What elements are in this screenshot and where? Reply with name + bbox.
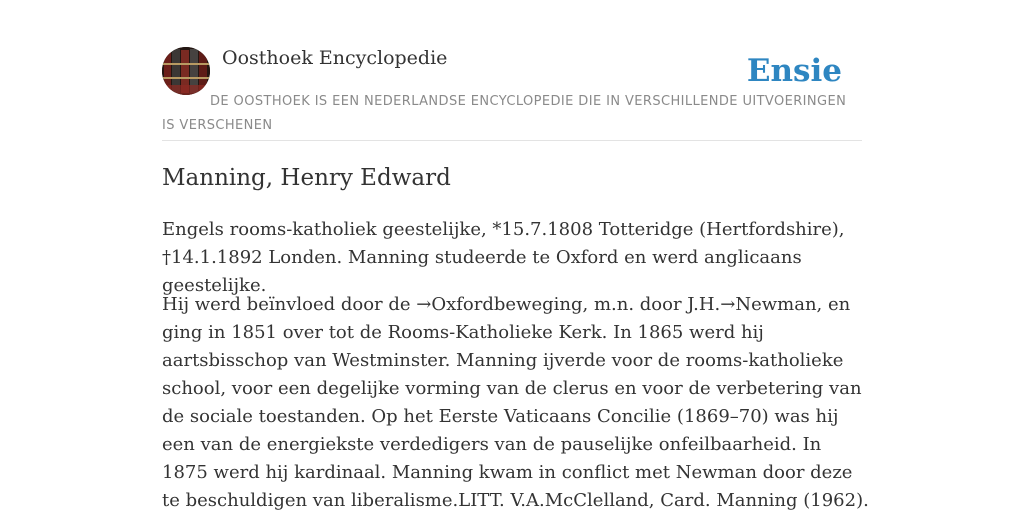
book-spines-icon <box>162 47 210 95</box>
site-tagline: DE OOSTHOEK IS EEN NEDERLANDSE ENCYCLOPEDIE DIE IN VERSCHILLENDE UITVOERINGEN IS VERSCHENEN <box>162 94 847 133</box>
article-paragraph: Engels rooms-katholiek geestelijke, *15.7.1808 Totteridge (Hertfordshire), †14.1.1892 Londen. Manning studeerde te Oxford en werd anglicaans geestelijke. <box>162 219 845 296</box>
article-title: Manning, Henry Edward <box>162 165 451 191</box>
site-name[interactable]: Oosthoek Encyclopedie <box>222 47 448 69</box>
article-paragraph: Hij werd beïnvloed door de →Oxfordbeweging, m.n. door J.H.→Newman, en ging in 1851 over tot de Rooms-Katholieke Kerk. In 1865 werd hij aartsbisschop van Westminster. Manning ijverde voor de rooms-katholieke school, voor een degelijke vorming van de clerus en voor de verbetering van de sociale toestanden. Op het Eerste Vaticaans Concilie (1869–70) was hij een van de energiekste verdedigers van de pauselijke onfeilbaarheid. In 1875 werd hij kardinaal. Manning kwam in conflict met Newman door deze te beschuldigen van liberalisme.LITT. V.A.McClelland, Card. Manning (1962). <box>162 294 869 511</box>
brand-logo[interactable]: Ensie <box>746 53 842 89</box>
site-header <box>162 46 862 141</box>
site-avatar[interactable] <box>162 47 210 95</box>
